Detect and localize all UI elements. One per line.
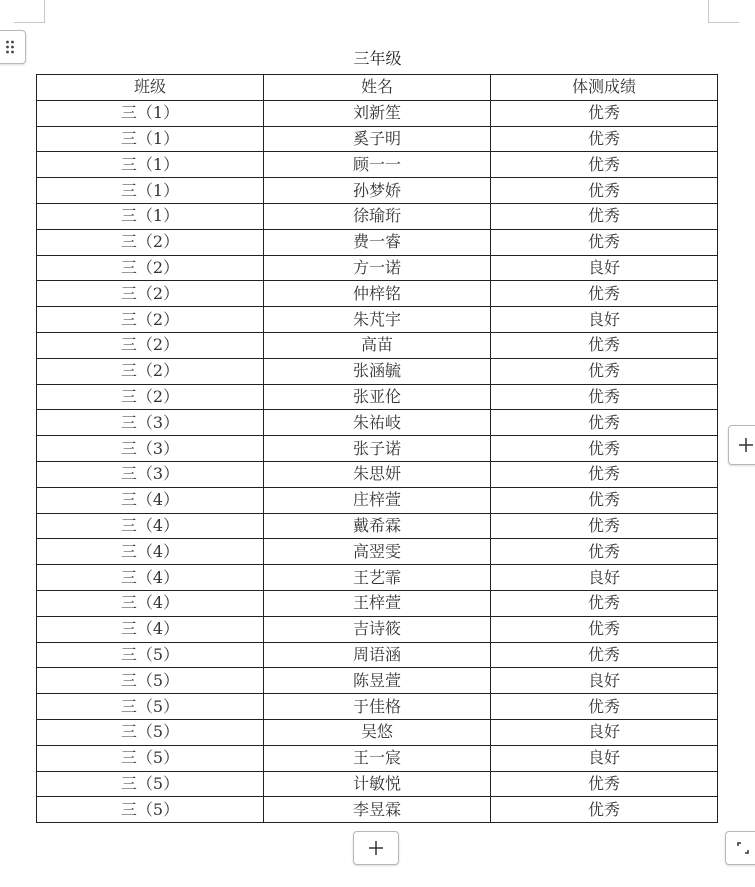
cell-score[interactable]: 优秀 xyxy=(491,152,718,178)
cell-class[interactable]: 三（5） xyxy=(37,771,264,797)
cell-score[interactable]: 优秀 xyxy=(491,332,718,358)
table-row xyxy=(37,616,718,642)
cell-student-name[interactable]: 庄梓萱 xyxy=(264,487,491,513)
cell-score[interactable]: 优秀 xyxy=(491,203,718,229)
table-resize-button[interactable] xyxy=(725,831,755,865)
cell-class[interactable]: 三（2） xyxy=(37,307,264,333)
cell-student-name[interactable]: 费一睿 xyxy=(264,229,491,255)
cell-student-name[interactable]: 王一宸 xyxy=(264,745,491,771)
cell-student-name[interactable]: 朱思妍 xyxy=(264,461,491,487)
cell-score[interactable]: 优秀 xyxy=(491,410,718,436)
cell-student-name[interactable]: 高翌雯 xyxy=(264,539,491,565)
table-row xyxy=(37,100,718,126)
cell-score[interactable]: 良好 xyxy=(491,307,718,333)
cell-score[interactable]: 优秀 xyxy=(491,797,718,823)
cell-score[interactable]: 优秀 xyxy=(491,642,718,668)
cell-score[interactable]: 优秀 xyxy=(491,461,718,487)
cell-score[interactable]: 优秀 xyxy=(491,513,718,539)
header-class: 班级 xyxy=(37,75,264,101)
table-row xyxy=(37,565,718,591)
grades-table xyxy=(36,74,718,823)
table-row xyxy=(37,513,718,539)
table-row xyxy=(37,410,718,436)
table-row xyxy=(37,384,718,410)
cell-score[interactable]: 良好 xyxy=(491,668,718,694)
cell-student-name[interactable]: 朱祐岐 xyxy=(264,410,491,436)
cell-class[interactable]: 三（1） xyxy=(37,152,264,178)
cell-score[interactable]: 优秀 xyxy=(491,694,718,720)
cell-class[interactable]: 三（2） xyxy=(37,358,264,384)
table-row xyxy=(37,126,718,152)
cell-student-name[interactable]: 仲梓铭 xyxy=(264,281,491,307)
table-row xyxy=(37,255,718,281)
cell-score[interactable]: 优秀 xyxy=(491,771,718,797)
cell-student-name[interactable]: 朱芃宇 xyxy=(264,307,491,333)
cell-student-name[interactable]: 吉诗筱 xyxy=(264,616,491,642)
cell-student-name[interactable]: 于佳格 xyxy=(264,694,491,720)
cell-student-name[interactable]: 高苗 xyxy=(264,332,491,358)
cell-student-name[interactable]: 计敏悦 xyxy=(264,771,491,797)
cell-score[interactable]: 优秀 xyxy=(491,358,718,384)
cell-score[interactable]: 优秀 xyxy=(491,229,718,255)
table-row xyxy=(37,590,718,616)
cell-class[interactable]: 三（4） xyxy=(37,616,264,642)
cell-score[interactable]: 良好 xyxy=(491,255,718,281)
table-row xyxy=(37,668,718,694)
cell-score[interactable]: 优秀 xyxy=(491,436,718,462)
cell-student-name[interactable]: 李昱霖 xyxy=(264,797,491,823)
plus-icon xyxy=(738,437,754,453)
cell-student-name[interactable]: 陈昱萱 xyxy=(264,668,491,694)
table-body xyxy=(37,100,718,822)
cell-class[interactable]: 三（1） xyxy=(37,203,264,229)
cell-class[interactable]: 三（3） xyxy=(37,461,264,487)
cell-class[interactable]: 三（1） xyxy=(37,126,264,152)
cell-class[interactable]: 三（4） xyxy=(37,513,264,539)
table-row xyxy=(37,771,718,797)
cell-class[interactable]: 三（4） xyxy=(37,565,264,591)
cell-score[interactable]: 优秀 xyxy=(491,100,718,126)
header-name: 姓名 xyxy=(264,75,491,101)
table-row xyxy=(37,307,718,333)
page-corner-mark-top-left xyxy=(14,0,45,23)
page-corner-mark-top-right xyxy=(708,0,739,23)
cell-score[interactable]: 良好 xyxy=(491,565,718,591)
cell-class[interactable]: 三（1） xyxy=(37,178,264,204)
plus-icon xyxy=(368,840,384,856)
cell-score[interactable]: 优秀 xyxy=(491,384,718,410)
table-row xyxy=(37,281,718,307)
cell-student-name[interactable]: 顾一一 xyxy=(264,152,491,178)
cell-class[interactable]: 三（2） xyxy=(37,229,264,255)
cell-student-name[interactable]: 张子诺 xyxy=(264,436,491,462)
table-row xyxy=(37,229,718,255)
table-row xyxy=(37,203,718,229)
cell-class[interactable]: 三（2） xyxy=(37,281,264,307)
table-row xyxy=(37,436,718,462)
cell-score[interactable]: 优秀 xyxy=(491,539,718,565)
cell-class[interactable]: 三（5） xyxy=(37,719,264,745)
cell-student-name[interactable]: 张亚伦 xyxy=(264,384,491,410)
table-row xyxy=(37,745,718,771)
resize-corner-icon xyxy=(735,840,751,856)
table-row xyxy=(37,332,718,358)
cell-class[interactable]: 三（5） xyxy=(37,668,264,694)
table-header-row xyxy=(37,75,718,101)
cell-student-name[interactable]: 徐瑜珩 xyxy=(264,203,491,229)
cell-student-name[interactable]: 戴希霖 xyxy=(264,513,491,539)
cell-score[interactable]: 良好 xyxy=(491,745,718,771)
table-row xyxy=(37,461,718,487)
table-row xyxy=(37,152,718,178)
cell-student-name[interactable]: 孙梦娇 xyxy=(264,178,491,204)
cell-class[interactable]: 三（5） xyxy=(37,745,264,771)
cell-score[interactable]: 优秀 xyxy=(491,178,718,204)
header-score: 体测成绩 xyxy=(491,75,718,101)
cell-class[interactable]: 三（1） xyxy=(37,100,264,126)
cell-class[interactable]: 三（3） xyxy=(37,436,264,462)
table-row xyxy=(37,719,718,745)
table-row xyxy=(37,797,718,823)
cell-class[interactable]: 三（2） xyxy=(37,332,264,358)
cell-student-name[interactable]: 张涵毓 xyxy=(264,358,491,384)
cell-class[interactable]: 三（4） xyxy=(37,539,264,565)
cell-student-name[interactable]: 吴悠 xyxy=(264,719,491,745)
cell-class[interactable]: 三（5） xyxy=(37,797,264,823)
cell-class[interactable]: 三（4） xyxy=(37,487,264,513)
table-row xyxy=(37,642,718,668)
cell-student-name[interactable]: 周语涵 xyxy=(264,642,491,668)
cell-score[interactable]: 优秀 xyxy=(491,281,718,307)
add-row-button[interactable] xyxy=(353,831,399,865)
cell-student-name[interactable]: 刘新笙 xyxy=(264,100,491,126)
table-row xyxy=(37,487,718,513)
cell-class[interactable]: 三（2） xyxy=(37,384,264,410)
table-title: 三年级 xyxy=(353,49,402,68)
add-column-button[interactable] xyxy=(728,425,755,465)
table-row xyxy=(37,539,718,565)
cell-score[interactable]: 优秀 xyxy=(491,590,718,616)
cell-score[interactable]: 优秀 xyxy=(491,126,718,152)
cell-class[interactable]: 三（4） xyxy=(37,590,264,616)
cell-class[interactable]: 三（2） xyxy=(37,255,264,281)
cell-score[interactable]: 优秀 xyxy=(491,616,718,642)
cell-student-name[interactable]: 奚子明 xyxy=(264,126,491,152)
cell-score[interactable]: 良好 xyxy=(491,719,718,745)
cell-class[interactable]: 三（5） xyxy=(37,694,264,720)
table-row xyxy=(37,178,718,204)
cell-student-name[interactable]: 王艺霏 xyxy=(264,565,491,591)
cell-student-name[interactable]: 王梓萱 xyxy=(264,590,491,616)
cell-class[interactable]: 三（5） xyxy=(37,642,264,668)
table-row xyxy=(37,694,718,720)
cell-score[interactable]: 优秀 xyxy=(491,487,718,513)
cell-student-name[interactable]: 方一诺 xyxy=(264,255,491,281)
cell-class[interactable]: 三（3） xyxy=(37,410,264,436)
table-row xyxy=(37,358,718,384)
